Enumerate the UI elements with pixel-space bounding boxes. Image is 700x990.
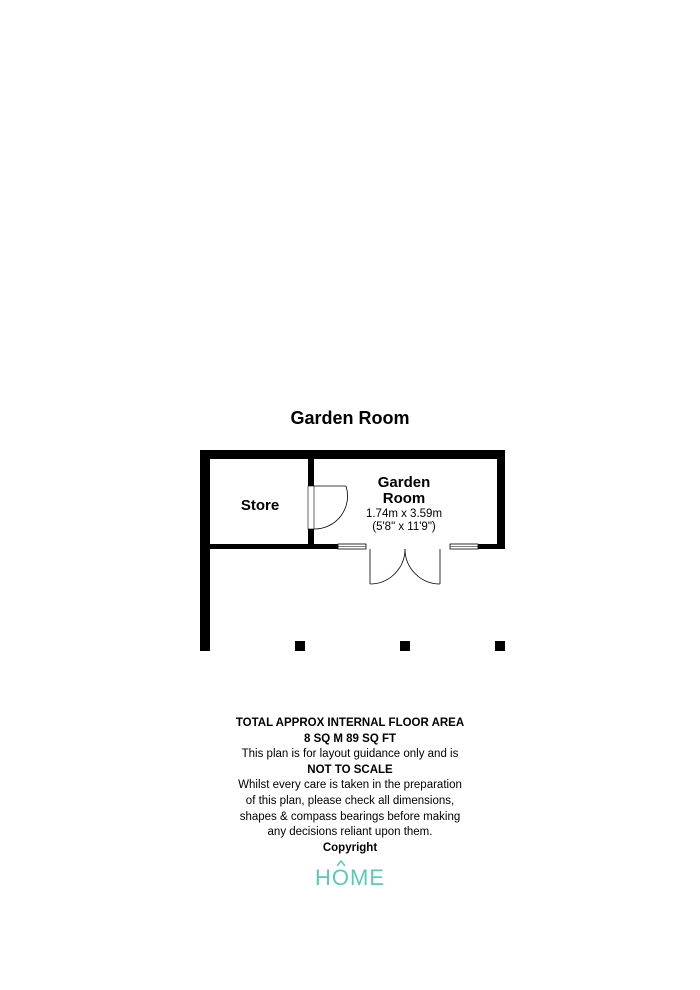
logo-text-o: O: [331, 865, 350, 890]
floor-area-value: 8 SQ M 89 SQ FT: [303, 732, 397, 745]
plan-title: Garden Room: [290, 408, 410, 428]
post-2: [400, 641, 410, 651]
not-to-scale: NOT TO SCALE: [307, 763, 393, 776]
disclaimer-line: any decisions reliant upon them.: [267, 826, 433, 839]
post-1: [295, 641, 305, 651]
logo-text-me: ME: [350, 865, 385, 890]
disclaimer-line: of this plan, please check all dimensions,: [245, 794, 455, 807]
room-dimension-metric: 1.74m x 3.59m: [365, 508, 443, 520]
store-door: [308, 486, 348, 529]
room-dimension-imperial: (5'8" x 11'9"): [372, 521, 436, 533]
post-3: [495, 641, 505, 651]
french-doors: [370, 549, 440, 584]
disclaimer-line: This plan is for layout guidance only and is: [241, 748, 459, 761]
floor-area-heading: TOTAL APPROX INTERNAL FLOOR AREA: [235, 717, 465, 729]
room-label-store: Store: [240, 497, 280, 514]
roof-icon: [337, 860, 345, 868]
wall-bottom-garden-left: [314, 544, 338, 549]
logo-text-h: H: [314, 865, 332, 890]
wall-top: [200, 450, 505, 459]
wall-bottom-garden-right: [478, 544, 505, 549]
home-logo: [0, 865, 700, 891]
wall-left: [200, 450, 210, 651]
disclaimer-line: Whilst every care is taken in the preparation: [238, 779, 462, 792]
room-label-garden-line1: Garden: [377, 474, 431, 491]
wall-right: [497, 450, 505, 549]
room-label-garden-line2: Room: [382, 490, 426, 507]
wall-bottom-store: [210, 544, 314, 549]
wall-store-partition-top: [308, 459, 314, 486]
disclaimer-line: shapes & compass bearings before making: [239, 810, 461, 823]
copyright: Copyright: [322, 841, 378, 854]
footer-disclaimer: [0, 716, 700, 856]
